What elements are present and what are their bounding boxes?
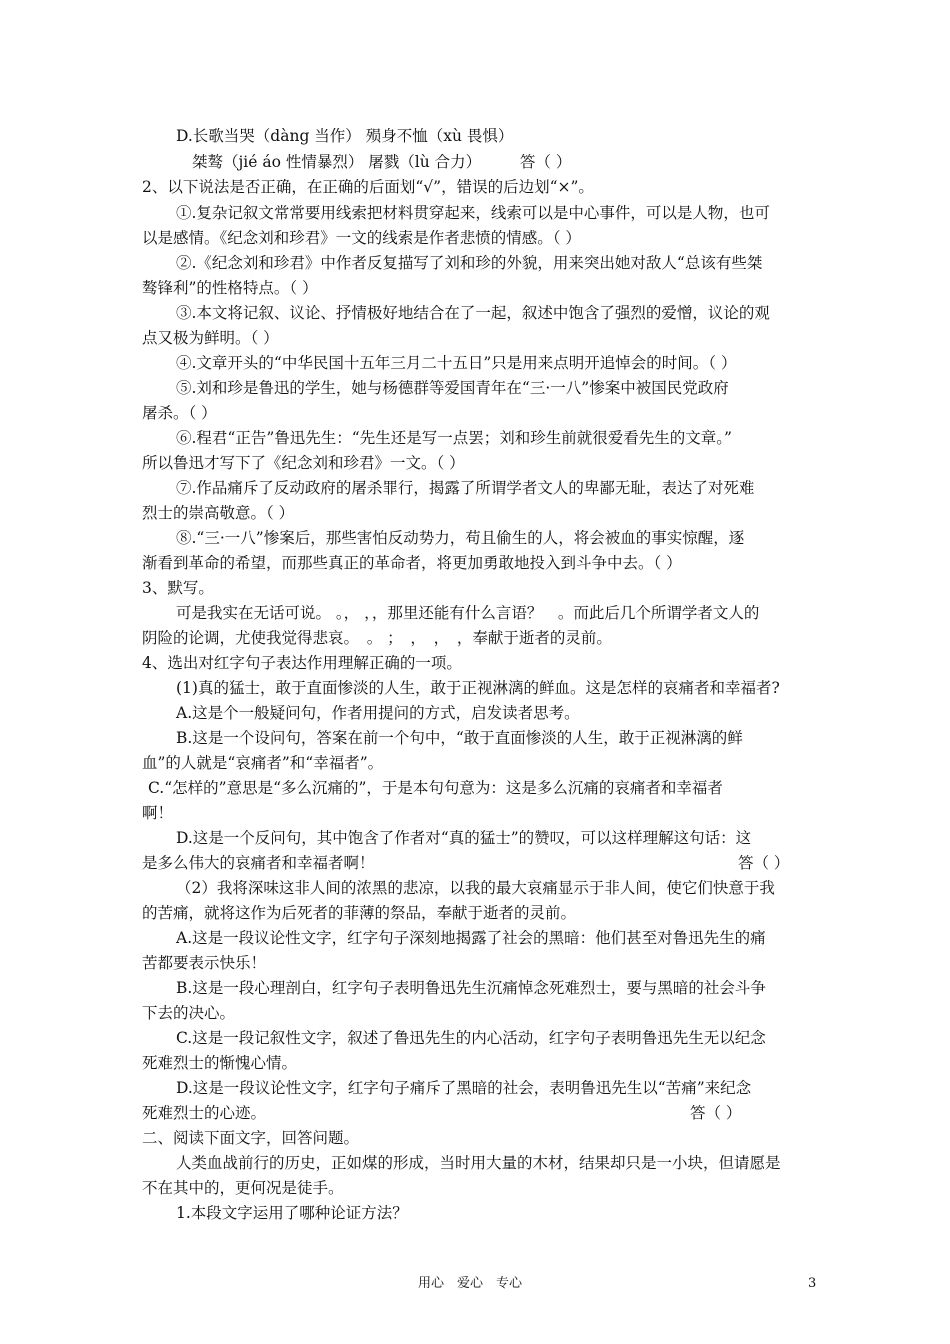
text-line: 烈士的崇高敬意。（ ） bbox=[142, 504, 295, 522]
text-line: 所以鲁迅才写下了《纪念刘和珍君》一文。（ ） bbox=[142, 454, 465, 472]
text-line: 可是我实在无话可说。 。， ，，那里还能有什么言语？ 。而此后几个所谓学者文人的 bbox=[176, 604, 760, 622]
section-heading: 二、阅读下面文字，回答问题。 bbox=[142, 1129, 360, 1147]
text-line: 骜锋利”的性格特点。（ ） bbox=[142, 279, 318, 297]
text-line: 不在其中的，更何况是徒手。 bbox=[142, 1179, 344, 1197]
text-line: D.长歌当哭（dàng 当作） 殒身不恤（xù 畏惧） bbox=[176, 127, 514, 145]
text-line: 以是感情。《纪念刘和珍君》一文的线索是作者悲愤的情感。（ ） bbox=[142, 229, 581, 247]
text-line: ④.文章开头的“中华民国十五年三月二十五日”只是用来点明开追悼会的时间。（ ） bbox=[176, 354, 737, 372]
text-line: ⑦.作品痛斥了反动政府的屠杀罪行，揭露了所谓学者文人的卑鄙无耻，表达了对死难 bbox=[176, 479, 755, 497]
text-line: C.“怎样的”意思是“多么沉痛的”，于是本句句意为：这是多么沉痛的哀痛者和幸福者 bbox=[148, 779, 723, 797]
text-line: 2、以下说法是否正确，在正确的后面划“√”，错误的后边划“×”。 bbox=[142, 178, 594, 196]
text-line: 3、默写。 bbox=[142, 579, 214, 597]
text-line: 下去的决心。 bbox=[142, 1004, 236, 1022]
page-number: 3 bbox=[808, 1276, 817, 1291]
text-line: 死难烈士的心迹。 bbox=[142, 1104, 267, 1122]
answer-blank: 答（ ） bbox=[738, 854, 790, 872]
text-line: 渐看到革命的希望，而那些真正的革命者，将更加勇敢地投入到斗争中去。（ ） bbox=[142, 554, 682, 572]
text-line: 阴险的论调，尤使我觉得悲哀。 。 ； ， ， ，奉献于逝者的灵前。 bbox=[142, 629, 612, 647]
text-line: （2）我将深味这非人间的浓黑的悲凉，以我的最大哀痛显示于非人间，使它们快意于我 bbox=[176, 879, 775, 897]
text-line: B.这是一个设问句，答案在前一个句中，“敢于直面惨淡的人生，敢于正视淋漓的鲜 bbox=[176, 729, 743, 747]
text-line: 屠杀。（ ） bbox=[142, 404, 217, 422]
text-line: 的苦痛，就将这作为后死者的菲薄的祭品，奉献于逝者的灵前。 bbox=[142, 904, 577, 922]
text-line: 点又极为鲜明。（ ） bbox=[142, 329, 279, 347]
page-footer-motto: 用心 爱心 专心 bbox=[418, 1276, 523, 1291]
text-line: ②.《纪念刘和珍君》中作者反复描写了刘和珍的外貌，用来突出她对敌人“总该有些桀 bbox=[176, 254, 763, 272]
text-line: 苦都要表示快乐！ bbox=[142, 954, 267, 972]
text-line: ①.复杂记叙文常常要用线索把材料贯穿起来，线索可以是中心事件，可以是人物，也可 bbox=[176, 204, 770, 222]
text-line: ⑤.刘和珍是鲁迅的学生，她与杨德群等爱国青年在“三·一八”惨案中被国民党政府 bbox=[176, 379, 729, 397]
text-line: 是多么伟大的哀痛者和幸福者啊！ bbox=[142, 854, 375, 872]
text-line: 啊！ bbox=[142, 804, 174, 822]
text-line: ⑥.程君“正告”鲁迅先生：“先生还是写一点罢；刘和珍生前就很爱看先生的文章。” bbox=[176, 429, 732, 447]
text-line: B.这是一段心理剖白，红字句子表明鲁迅先生沉痛悼念死难烈士，要与黑暗的社会斗争 bbox=[176, 979, 766, 997]
text-line: C.这是一段记叙性文字，叙述了鲁迅先生的内心活动，红字句子表明鲁迅先生无以纪念 bbox=[176, 1029, 766, 1047]
text-line: 血”的人就是“哀痛者”和“幸福者”。 bbox=[142, 754, 384, 772]
text-line: 死难烈士的惭愧心情。 bbox=[142, 1054, 298, 1072]
text-line: A.这是一段议论性文字，红字句子深刻地揭露了社会的黑暗：他们甚至对鲁迅先生的痛 bbox=[176, 929, 766, 947]
question-line: 1.本段文字运用了哪种论证方法？ bbox=[176, 1204, 408, 1222]
text-line: 桀骜（jié áo 性情暴烈） 屠戮（lù 合力） 答（ ） bbox=[192, 153, 572, 171]
text-line: D.这是一个反问句，其中饱含了作者对“真的猛士”的赞叹，可以这样理解这句话：这 bbox=[176, 829, 752, 847]
text-line: 4、选出对红字句子表达作用理解正确的一项。 bbox=[142, 654, 462, 672]
answer-blank: 答（ ） bbox=[690, 1104, 742, 1122]
text-line: 人类血战前行的历史，正如煤的形成，当时用大量的木材，结果却只是一小块，但请愿是 bbox=[176, 1154, 781, 1172]
text-line: ⑧.“三·一八”惨案后，那些害怕反动势力，苟且偷生的人，将会被血的事实惊醒，逐 bbox=[176, 529, 745, 547]
text-line: D.这是一段议论性文字，红字句子痛斥了黑暗的社会，表明鲁迅先生以“苦痛”来纪念 bbox=[176, 1079, 752, 1097]
text-line: ③.本文将记叙、议论、抒情极好地结合在了一起，叙述中饱含了强烈的爱憎，议论的观 bbox=[176, 304, 770, 322]
text-line: (1)真的猛士，敢于直面惨淡的人生，敢于正视淋漓的鲜血。这是怎样的哀痛者和幸福者? bbox=[176, 679, 780, 697]
text-line: A.这是个一般疑问句，作者用提问的方式，启发读者思考。 bbox=[176, 704, 580, 722]
